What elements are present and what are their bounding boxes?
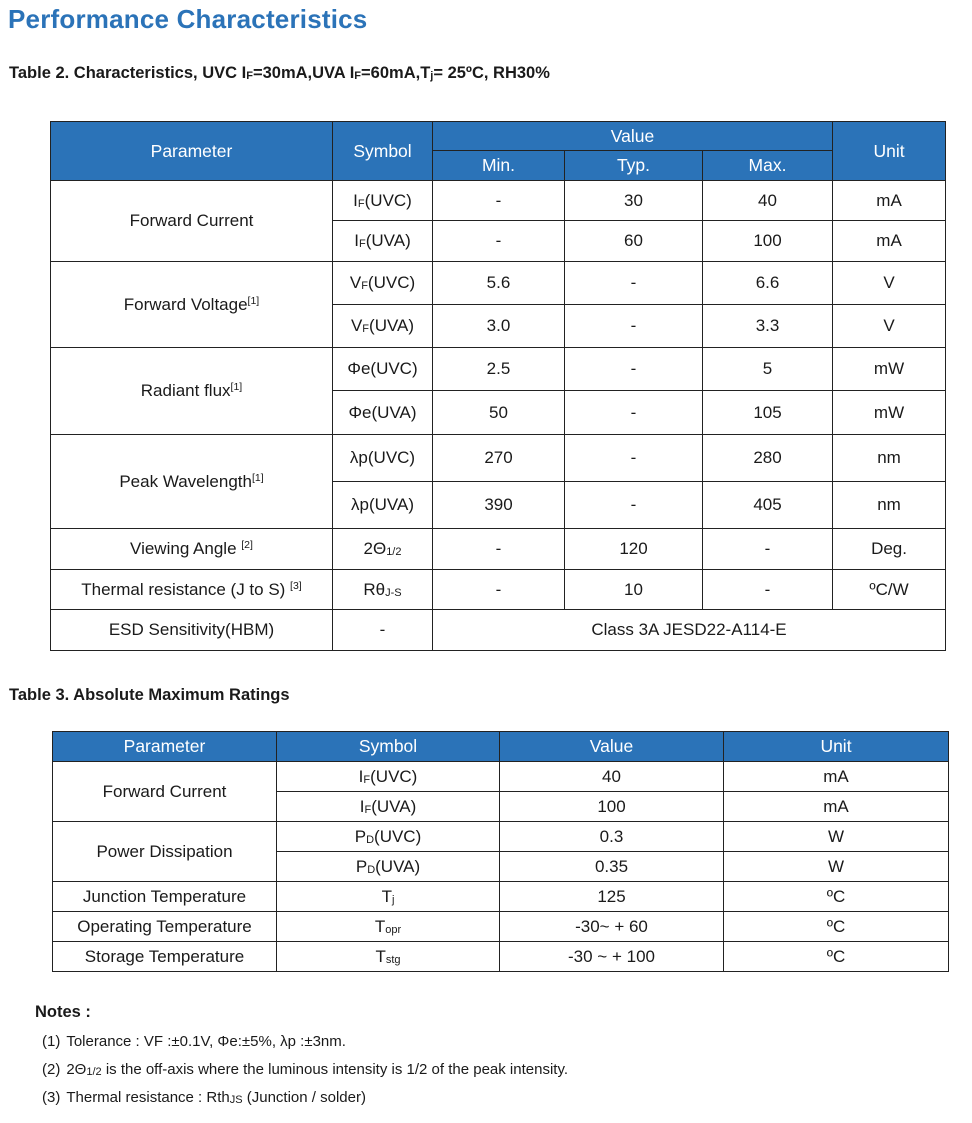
max-cell: 5 (703, 348, 833, 391)
value-span-cell: Class 3A JESD22-A114-E (433, 610, 946, 651)
unit-cell: ºC (724, 942, 949, 972)
caption-text: Table 2. Characteristics, UVC I (9, 64, 247, 82)
typ-cell: 120 (565, 529, 703, 570)
typ-cell: - (565, 391, 703, 435)
table-row (51, 262, 946, 305)
value-cell: 100 (500, 792, 724, 822)
symbol-cell: $P_D(UVA)$ (277, 852, 500, 882)
note-item (42, 1059, 935, 1087)
min-cell: 3.0 (433, 305, 565, 348)
value-cell: -30~ + 60 (500, 912, 724, 942)
unit-cell: mA (724, 762, 949, 792)
symbol-cell: Φe(UVA) (333, 391, 433, 435)
table-row (53, 882, 949, 912)
header-parameter: Parameter (53, 732, 277, 762)
table-row (51, 435, 946, 482)
header-value: Value (433, 122, 833, 151)
table-row (53, 912, 949, 942)
typ-cell: - (565, 348, 703, 391)
header-unit: Unit (724, 732, 949, 762)
table2-caption (9, 64, 550, 83)
typ-cell: 60 (565, 221, 703, 262)
value-cell: 125 (500, 882, 724, 912)
symbol-cell: $2\Theta_{1/2}$ (333, 529, 433, 570)
max-cell: 3.3 (703, 305, 833, 348)
table-row (51, 570, 946, 610)
unit-cell: nm (833, 435, 946, 482)
unit-cell: ºC/W (833, 570, 946, 610)
max-cell: - (703, 570, 833, 610)
value-cell: 0.3 (500, 822, 724, 852)
symbol-cell: $I_F(UVA)$ (333, 221, 433, 262)
notes-title: Notes : (35, 1003, 91, 1021)
max-cell: 405 (703, 482, 833, 529)
table-row (53, 822, 949, 852)
unit-cell: ºC (724, 882, 949, 912)
unit-cell: W (724, 822, 949, 852)
table-row (51, 181, 946, 221)
value-cell: 40 (500, 762, 724, 792)
caption-text: =60mA,T (361, 64, 431, 82)
typ-cell: 10 (565, 570, 703, 610)
table-row (53, 762, 949, 792)
parameter-cell: Forward Voltage[1] (51, 262, 333, 348)
note-text: 2Θ (66, 1061, 87, 1078)
parameter-cell: Storage Temperature (53, 942, 277, 972)
symbol-cell: $T_{opr}$ (277, 912, 500, 942)
note-item (42, 1031, 935, 1059)
symbol-cell: λp(UVA) (333, 482, 433, 529)
unit-cell: Deg. (833, 529, 946, 570)
min-cell: 390 (433, 482, 565, 529)
note-text: (Junction / solder) (242, 1089, 366, 1106)
value-cell: -30 ~ + 100 (500, 942, 724, 972)
max-cell: 100 (703, 221, 833, 262)
unit-cell: mW (833, 391, 946, 435)
symbol-cell: $T_j$ (277, 882, 500, 912)
min-cell: 50 (433, 391, 565, 435)
typ-cell: - (565, 305, 703, 348)
caption-text: =30mA,UVA I (252, 64, 355, 82)
min-cell: 270 (433, 435, 565, 482)
min-cell: 5.6 (433, 262, 565, 305)
symbol-cell: $R\theta_{J-S}$ (333, 570, 433, 610)
typ-cell: - (565, 262, 703, 305)
unit-cell: mA (724, 792, 949, 822)
table3-caption: Table 3. Absolute Maximum Ratings (9, 686, 290, 704)
parameter-cell: Operating Temperature (53, 912, 277, 942)
caption-subscript: j (430, 70, 434, 82)
unit-cell: ºC (724, 912, 949, 942)
value-cell: 0.35 (500, 852, 724, 882)
note-number: (1) (42, 1033, 61, 1050)
parameter-cell: Junction Temperature (53, 882, 277, 912)
parameter-cell: Peak Wavelength[1] (51, 435, 333, 529)
header-value: Value (500, 732, 724, 762)
unit-cell: W (724, 852, 949, 882)
min-cell: - (433, 221, 565, 262)
symbol-cell: $I_F(UVA)$ (277, 792, 500, 822)
notes-section (35, 1003, 935, 1115)
note-number: (2) (42, 1061, 61, 1078)
unit-cell: mA (833, 221, 946, 262)
note-text: Tolerance : VF :±0.1V, Φe:±5%, λp :±3nm. (66, 1033, 346, 1050)
header-unit: Unit (833, 122, 946, 181)
header-min: Min. (433, 151, 565, 181)
symbol-cell: λp(UVC) (333, 435, 433, 482)
caption-subscript: F (354, 70, 362, 82)
symbol-cell: $P_D(UVC)$ (277, 822, 500, 852)
min-cell: - (433, 529, 565, 570)
min-cell: - (433, 570, 565, 610)
header-max: Max. (703, 151, 833, 181)
min-cell: - (433, 181, 565, 221)
unit-cell: V (833, 305, 946, 348)
unit-cell: nm (833, 482, 946, 529)
page-title: Performance Characteristics (8, 4, 368, 34)
caption-text: = 25ºC, RH30% (433, 64, 550, 82)
parameter-cell: Forward Current (51, 181, 333, 262)
symbol-cell: $I_F(UVC)$ (277, 762, 500, 792)
note-item (42, 1087, 935, 1115)
symbol-cell: $T_{stg}$ (277, 942, 500, 972)
table-row (51, 610, 946, 651)
note-text: is the off-axis where the luminous intensity is 1/2 of the peak intensity. (101, 1061, 569, 1078)
parameter-cell: Thermal resistance (J to S) [3] (51, 570, 333, 610)
header-parameter: Parameter (51, 122, 333, 181)
max-cell: 105 (703, 391, 833, 435)
max-cell: 40 (703, 181, 833, 221)
header-symbol: Symbol (277, 732, 500, 762)
table-row (51, 529, 946, 570)
parameter-cell: Power Dissipation (53, 822, 277, 882)
table-row (53, 942, 949, 972)
typ-cell: 30 (565, 181, 703, 221)
max-cell: - (703, 529, 833, 570)
parameter-cell: Viewing Angle [2] (51, 529, 333, 570)
unit-cell: mA (833, 181, 946, 221)
absolute-max-ratings-table (52, 731, 949, 972)
header-symbol: Symbol (333, 122, 433, 181)
note-text: Thermal resistance : Rth (66, 1089, 230, 1106)
unit-cell: mW (833, 348, 946, 391)
header-typ: Typ. (565, 151, 703, 181)
max-cell: 6.6 (703, 262, 833, 305)
parameter-cell: Radiant flux[1] (51, 348, 333, 435)
min-cell: 2.5 (433, 348, 565, 391)
symbol-cell: Φe(UVC) (333, 348, 433, 391)
symbol-cell: $I_F(UVC)$ (333, 181, 433, 221)
parameter-cell: ESD Sensitivity(HBM) (51, 610, 333, 651)
symbol-cell: $V_F(UVA)$ (333, 305, 433, 348)
symbol-cell: - (333, 610, 433, 651)
note-subscript: 1/2 (86, 1066, 102, 1078)
table-row (51, 348, 946, 391)
typ-cell: - (565, 482, 703, 529)
typ-cell: - (565, 435, 703, 482)
unit-cell: V (833, 262, 946, 305)
note-number: (3) (42, 1089, 61, 1106)
characteristics-table (50, 121, 946, 651)
symbol-cell: $V_F(UVC)$ (333, 262, 433, 305)
parameter-cell: Forward Current (53, 762, 277, 822)
caption-subscript: F (246, 70, 253, 82)
max-cell: 280 (703, 435, 833, 482)
note-subscript: JS (229, 1094, 243, 1106)
